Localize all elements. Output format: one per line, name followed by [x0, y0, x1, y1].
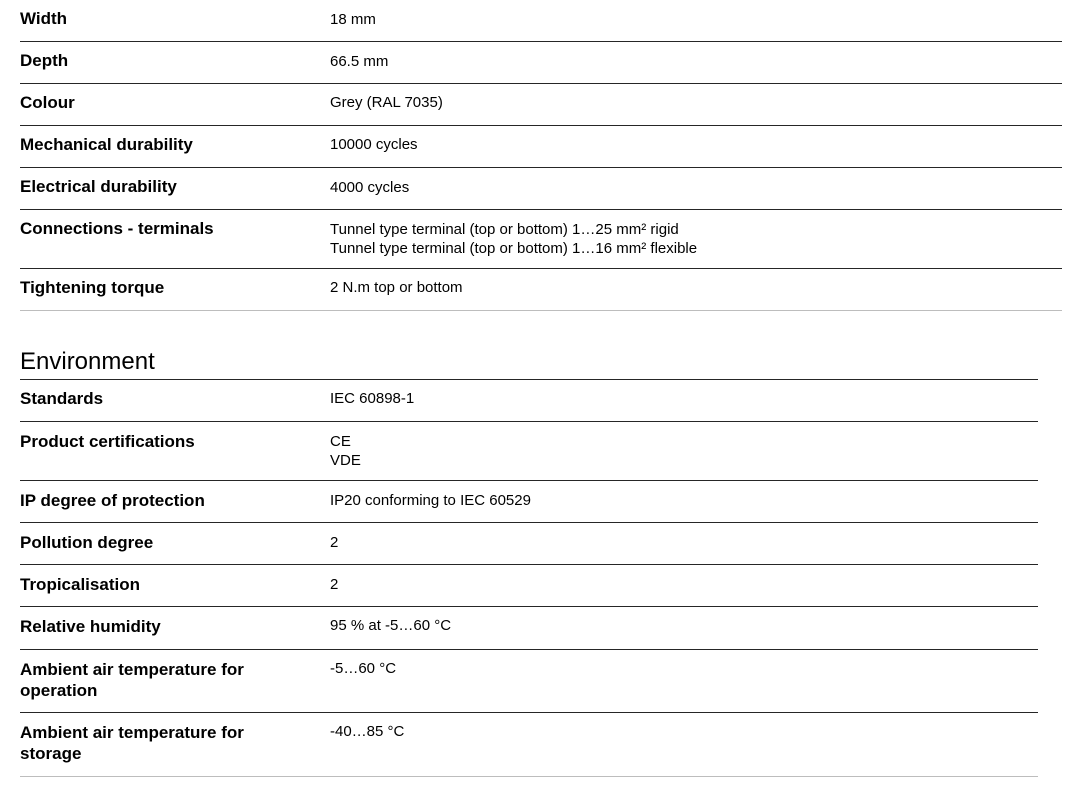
spec-value: [330, 168, 1062, 210]
spec-value-line: 2: [330, 576, 339, 593]
spec-value: [330, 650, 1038, 713]
env-row-pollution-degree: [20, 523, 1038, 565]
spec-label: Standards: [20, 389, 104, 408]
spec-value-line: 2: [330, 534, 339, 551]
spec-label: IP degree of protection: [20, 491, 205, 510]
spec-value-line: Tunnel type terminal (top or bottom) 1…25 mm² rigid: [330, 221, 679, 238]
spec-value: [330, 565, 1038, 607]
spec-value: [330, 126, 1062, 168]
specs-table: [20, 0, 1062, 311]
spec-value: [330, 84, 1062, 126]
spec-value-line: Tunnel type terminal (top or bottom) 1…16 mm² flexible: [330, 240, 698, 257]
env-row-standards: [20, 379, 1038, 422]
spec-value: [330, 713, 1038, 777]
spec-value-line: Grey (RAL 7035): [330, 94, 443, 111]
spec-label: Width: [20, 9, 68, 28]
env-row-product-certifications: [20, 422, 1038, 481]
spec-value: [330, 0, 1062, 42]
spec-row-depth: [20, 42, 1062, 84]
spec-label: Mechanical durability: [20, 135, 193, 154]
section-title-environment: Environment: [20, 347, 1038, 380]
spec-value-line: VDE: [330, 452, 361, 469]
spec-value-line: 18 mm: [330, 11, 376, 28]
spec-value: [330, 422, 1038, 481]
spec-row-tightening-torque: [20, 269, 1062, 311]
spec-row-width: [20, 0, 1062, 42]
env-row-ip-degree: [20, 481, 1038, 523]
spec-value-line: IP20 conforming to IEC 60529: [330, 492, 531, 509]
env-row-ambient-storage: [20, 713, 1038, 777]
spec-value: [330, 269, 1062, 311]
spec-value: [330, 210, 1062, 269]
spec-value-line: 4000 cycles: [330, 179, 410, 196]
spec-value-line: 95 % at -5…60 °C: [330, 617, 452, 634]
spec-value: [330, 481, 1038, 523]
spec-row-mechanical-durability: [20, 126, 1062, 168]
env-row-tropicalisation: [20, 565, 1038, 607]
environment-table: [20, 379, 1038, 777]
spec-value: [330, 523, 1038, 565]
spec-value-line: 66.5 mm: [330, 53, 389, 70]
spec-value-line: IEC 60898-1: [330, 390, 415, 407]
spec-label: Colour: [20, 93, 75, 112]
spec-value: [330, 607, 1038, 650]
spec-value-line: -5…60 °C: [330, 660, 397, 677]
spec-row-colour: [20, 84, 1062, 126]
spec-label: Electrical durability: [20, 177, 177, 196]
spec-label: Relative humidity: [20, 617, 161, 636]
spec-row-connections-terminals: [20, 210, 1062, 269]
env-row-ambient-operation: [20, 650, 1038, 713]
spec-row-electrical-durability: [20, 168, 1062, 210]
spec-label: Pollution degree: [20, 533, 154, 552]
spec-label: Product certifications: [20, 432, 195, 451]
spec-label: Depth: [20, 51, 69, 70]
spec-value-line: 10000 cycles: [330, 136, 418, 153]
spec-value: [330, 42, 1062, 84]
spec-value-line: -40…85 °C: [330, 723, 405, 740]
spec-label: Tropicalisation: [20, 575, 140, 594]
spec-value-line: 2 N.m top or bottom: [330, 279, 463, 296]
spec-label: Ambient air temperature for operation: [20, 660, 244, 700]
spec-label: Ambient air temperature for storage: [20, 723, 244, 763]
spec-value-line: CE: [330, 433, 351, 450]
spec-label: Connections - terminals: [20, 219, 214, 238]
env-row-relative-humidity: [20, 607, 1038, 650]
spec-value: [330, 379, 1038, 422]
spec-label: Tightening torque: [20, 278, 165, 297]
